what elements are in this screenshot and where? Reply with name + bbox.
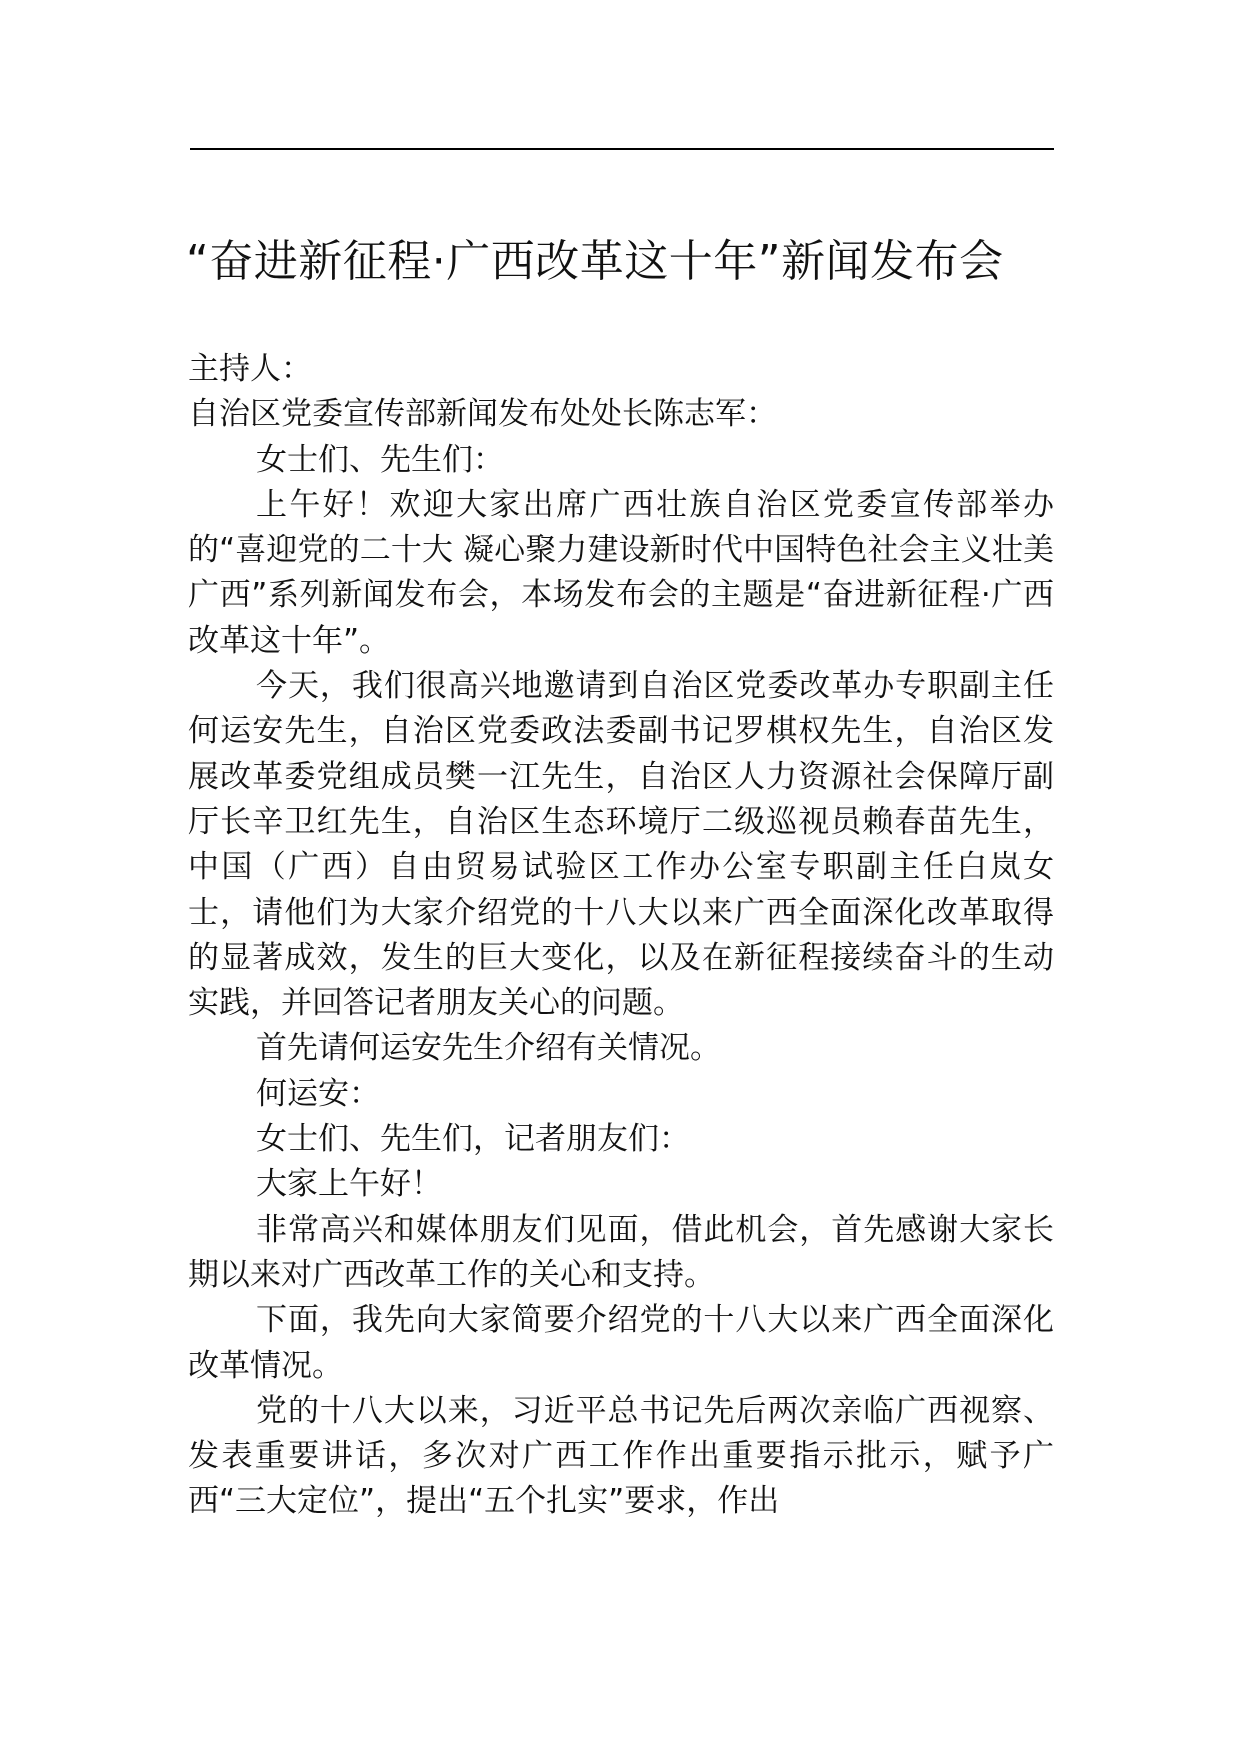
body-paragraph: 大家上午好！ (256, 1166, 442, 1203)
body-paragraph: 女士们、先生们： (256, 441, 504, 478)
document-title: “奋进新征程·广西改革这十年”新闻发布会 (186, 236, 1004, 287)
body-paragraph: 下面，我先向大家简要介绍党的十八大以来广西全面深化改革情况。 (188, 1302, 1054, 1384)
body-paragraph: 首先请何运安先生介绍有关情况。 (256, 1030, 721, 1067)
header-rule (190, 148, 1054, 150)
body-paragraph: 自治区党委宣传部新闻发布处处长陈志军： (188, 396, 777, 433)
body-paragraph: 上午好！欢迎大家出席广西壮族自治区党委宣传部举办的“喜迎党的二十大 凝心聚力建设新时代中国特色社会主义壮美广西”系列新闻发布会，本场发布会的主题是“奋进新征程·广西改革这十年”。 (188, 486, 1054, 659)
body-paragraph: 女士们、先生们，记者朋友们： (256, 1121, 690, 1158)
body-paragraph: 何运安： (256, 1075, 380, 1112)
body-paragraph: 主持人： (188, 351, 312, 387)
body-paragraph: 非常高兴和媒体朋友们见面，借此机会，首先感谢大家长期以来对广西改革工作的关心和支持。 (188, 1211, 1054, 1293)
body-paragraph: 党的十八大以来，习近平总书记先后两次亲临广西视察、发表重要讲话，多次对广西工作作出重要指示批示，赋予广西“三大定位”，提出“五个扎实”要求，作出 (188, 1392, 1054, 1520)
body-paragraph: 今天，我们很高兴地邀请到自治区党委改革办专职副主任何运安先生，自治区党委政法委副书记罗棋权先生，自治区发展改革委党组成员樊一江先生，自治区人力资源社会保障厅副厅长辛卫红先生，自治区生态环境厅二级巡视员赖春苗先生，中国（广西）自由贸易试验区工作办公室专职副主任白岚女士，请他们为大家介绍党的十八大以来广西全面深化改革取得的显著成效，发生的巨大变化，以及在新征程接续奋斗的生动实践，并回答记者朋友关心的问题。 (188, 668, 1054, 1022)
document-body (188, 347, 1054, 1525)
